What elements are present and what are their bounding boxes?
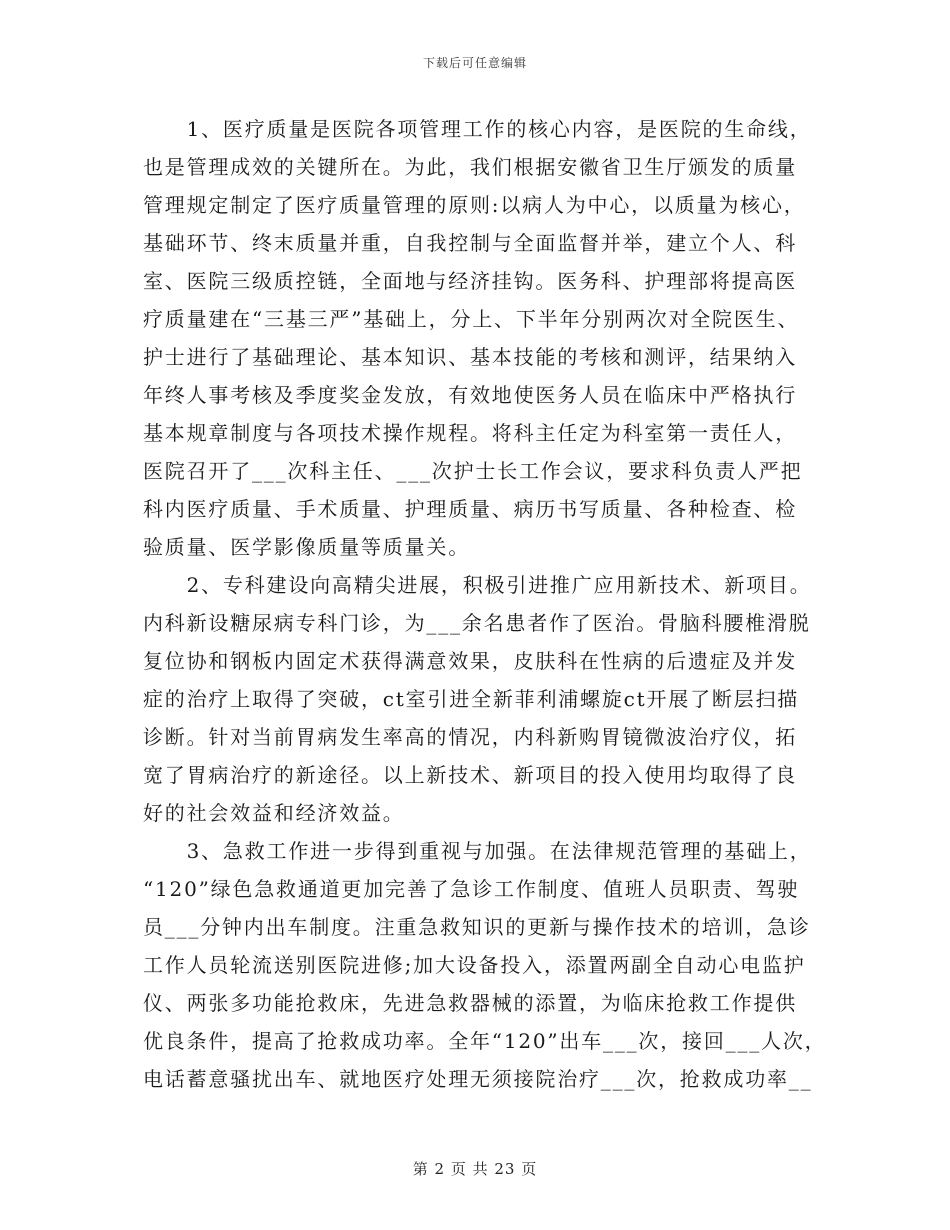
text-line: 优良条件，提高了抢救成功率。全年“120”出车___次，接回___人次， bbox=[143, 1029, 827, 1053]
text-line: “120”绿色急救通道更加完善了急诊工作制度、值班人员职责、驾驶 bbox=[143, 877, 800, 901]
text-line: 2、专科建设向高精尖进展，积极引进推广应用新技术、新项目。 bbox=[143, 573, 812, 597]
text-line: 内科新设糖尿病专科门诊，为___余名患者作了医治。骨脑科腰椎滑脱 bbox=[143, 611, 811, 635]
text-line: 也是管理成效的关键所在。为此，我们根据安徽省卫生厅颁发的质量 bbox=[143, 155, 797, 179]
text-line: 护士进行了基础理论、基本知识、基本技能的考核和测评，结果纳入 bbox=[143, 345, 797, 369]
text-line: 医院召开了___次科主任、___次护士长工作会议，要求科负责人严把 bbox=[143, 459, 803, 483]
text-line: 基础环节、终末质量并重，自我控制与全面监督并举，建立个人、科 bbox=[143, 231, 797, 255]
text-line: 宽了胃病治疗的新途径。以上新技术、新项目的投入使用均取得了良 bbox=[143, 763, 797, 787]
text-line: 工作人员轮流送别医院进修;加大设备投入，添置两副全自动心电监护 bbox=[143, 953, 806, 977]
text-line: 3、急救工作进一步得到重视与加强。在法律规范管理的基础上， bbox=[143, 839, 812, 863]
page-header: 下载后可任意编辑 bbox=[422, 56, 527, 70]
text-line: 好的社会效益和经济效益。 bbox=[143, 801, 405, 825]
text-line: 验质量、医学影像质量等质量关。 bbox=[143, 535, 470, 559]
text-line: 复位协和钢板内固定术获得满意效果，皮肤科在性病的后遗症及并发 bbox=[143, 649, 797, 673]
document-body bbox=[143, 110, 827, 1098]
text-line: 电话蓄意骚扰出车、就地医疗处理无须接院治疗___次，抢救成功率__ bbox=[143, 1067, 813, 1091]
text-line: 管理规定制定了医疗质量管理的原则:以病人为中心，以质量为核心， bbox=[143, 193, 806, 217]
text-line: 科内医疗质量、手术质量、护理质量、病历书写质量、各种检查、检 bbox=[143, 497, 797, 521]
text-line: 症的治疗上取得了突破，ct室引进全新菲利浦螺旋ct开展了断层扫描 bbox=[143, 687, 800, 711]
text-line: 基本规章制度与各项技术操作规程。将科主任定为科室第一责任人， bbox=[143, 421, 797, 445]
text-line: 室、医院三级质控链，全面地与经济挂钩。医务科、护理部将提高医 bbox=[143, 269, 797, 293]
text-line: 年终人事考核及季度奖金发放，有效地使医务人员在临床中严格执行 bbox=[143, 383, 797, 407]
text-line: 员___分钟内出车制度。注重急救知识的更新与操作技术的培训，急诊 bbox=[143, 915, 811, 939]
page-footer: 第 2 页 共 23 页 bbox=[412, 1160, 538, 1178]
text-line: 1、医疗质量是医院各项管理工作的核心内容，是医院的生命线， bbox=[143, 117, 812, 141]
text-line: 仪、两张多功能抢救床，先进急救器械的添置，为临床抢救工作提供 bbox=[143, 991, 797, 1015]
text-line: 疗质量建在“三基三严”基础上，分上、下半年分别两次对全院医生、 bbox=[143, 307, 800, 331]
text-line: 诊断。针对当前胃病发生率高的情况，内科新购胃镜微波治疗仪，拓 bbox=[143, 725, 797, 749]
